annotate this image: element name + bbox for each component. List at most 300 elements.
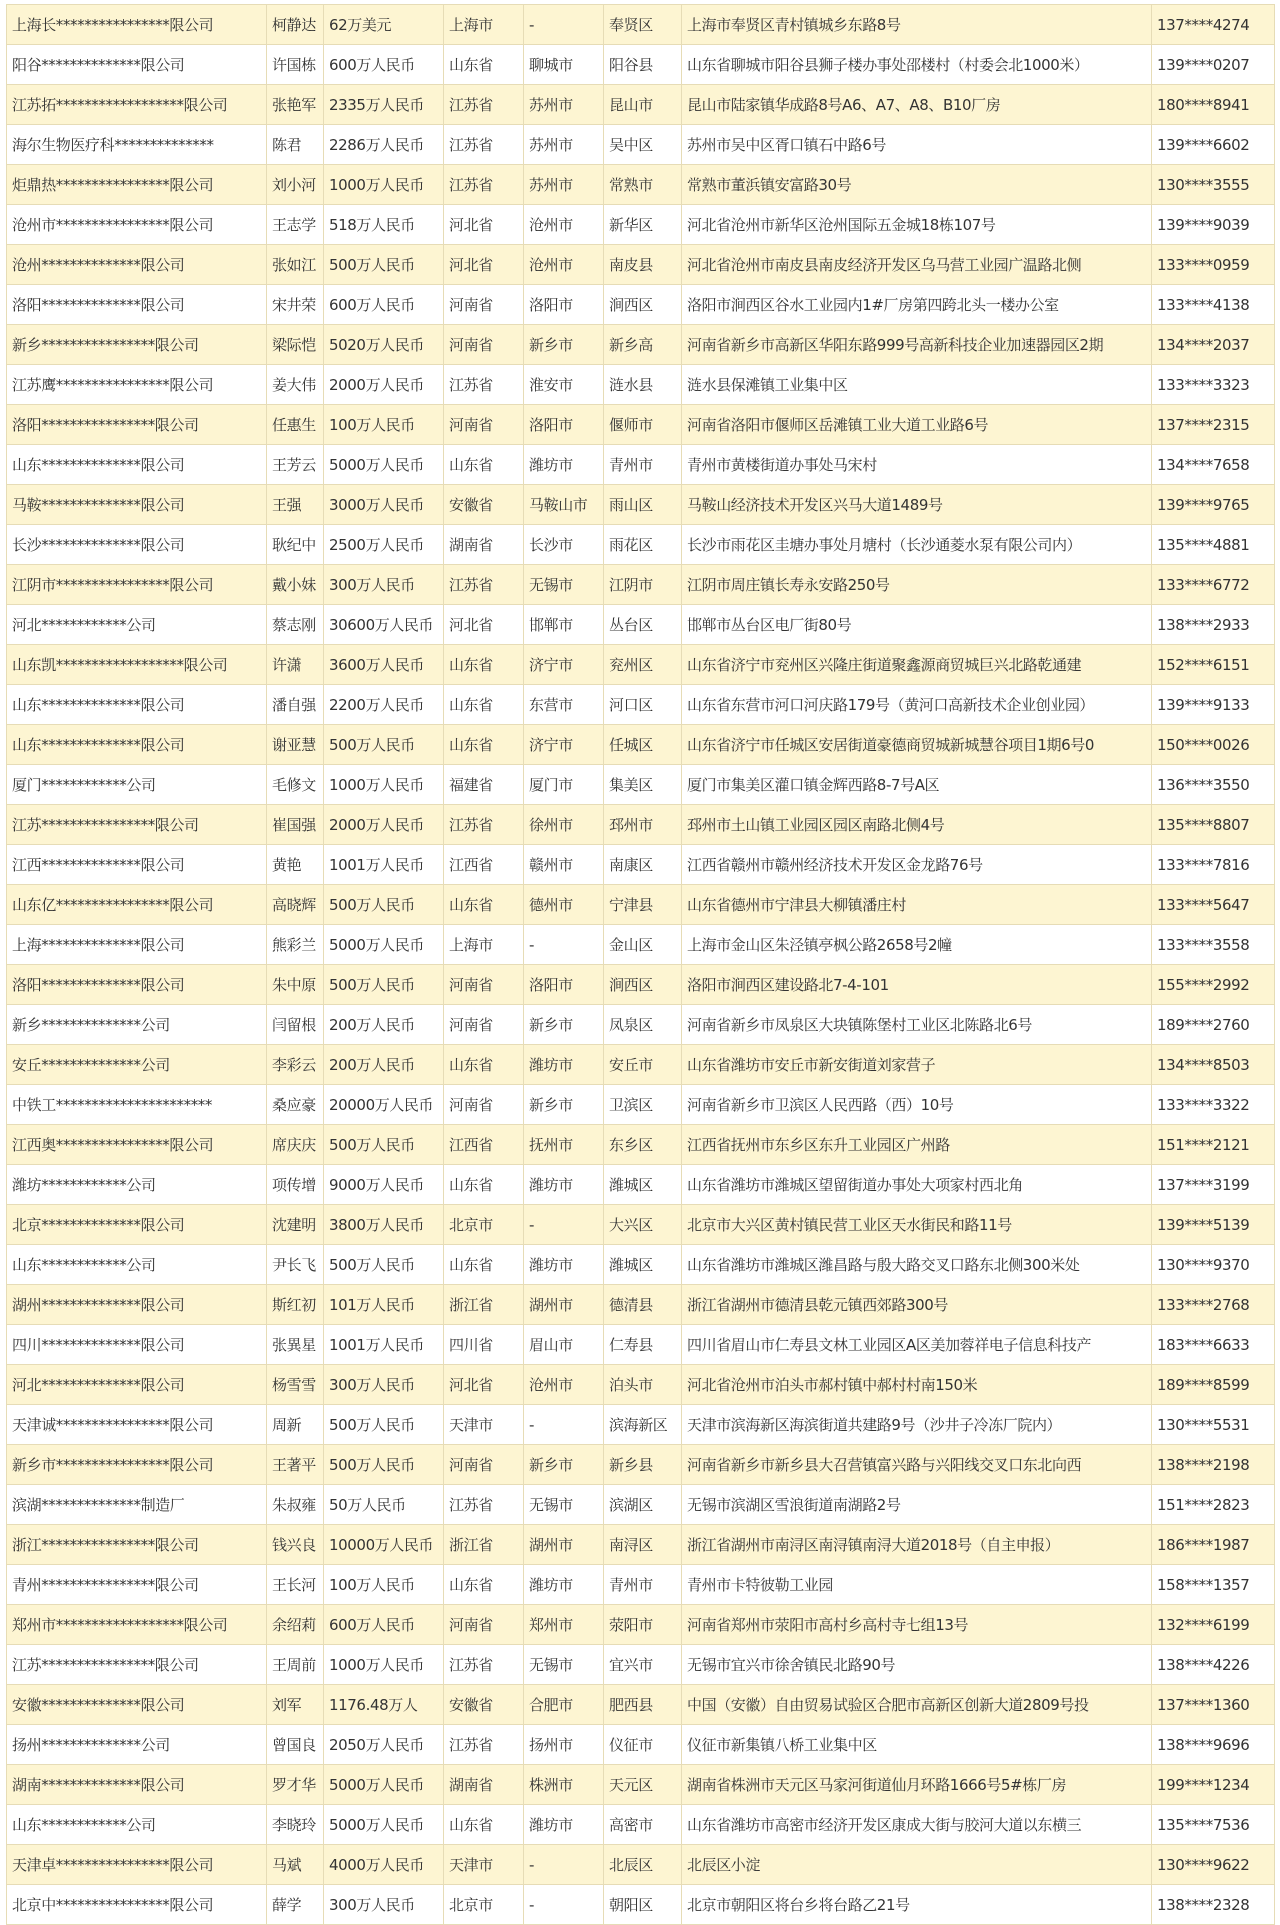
phone-cell: 134****2037	[1152, 325, 1275, 365]
legal-person-cell: 沈建明	[267, 1205, 324, 1245]
district-cell: 南康区	[604, 845, 682, 885]
city-cell: 湖州市	[524, 1525, 604, 1565]
city-cell: 邯郸市	[524, 605, 604, 645]
registered-capital-cell: 1001万人民币	[324, 845, 444, 885]
province-cell: 河北省	[444, 1365, 524, 1405]
district-cell: 青州市	[604, 1565, 682, 1605]
province-cell: 山东省	[444, 685, 524, 725]
address-cell: 上海市奉贤区青村镇城乡东路8号	[682, 5, 1152, 45]
registered-capital-cell: 600万人民币	[324, 1605, 444, 1645]
address-cell: 江西省赣州市赣州经济技术开发区金龙路76号	[682, 845, 1152, 885]
city-cell: 淮安市	[524, 365, 604, 405]
city-cell: 新乡市	[524, 325, 604, 365]
table-body	[7, 5, 1275, 1925]
district-cell: 仪征市	[604, 1725, 682, 1765]
registered-capital-cell: 5020万人民币	[324, 325, 444, 365]
phone-cell: 135****8807	[1152, 805, 1275, 845]
phone-cell: 189****2760	[1152, 1005, 1275, 1045]
table-row	[7, 845, 1275, 885]
phone-cell: 199****1234	[1152, 1765, 1275, 1805]
legal-person-cell: 王芳云	[267, 445, 324, 485]
company-name-cell: 炬鼎热****************限公司	[7, 165, 267, 205]
city-cell: 眉山市	[524, 1325, 604, 1365]
registered-capital-cell: 4000万人民币	[324, 1845, 444, 1885]
district-cell: 任城区	[604, 725, 682, 765]
province-cell: 江苏省	[444, 365, 524, 405]
address-cell: 仪征市新集镇八桥工业集中区	[682, 1725, 1152, 1765]
phone-cell: 138****9696	[1152, 1725, 1275, 1765]
province-cell: 北京市	[444, 1205, 524, 1245]
province-cell: 山东省	[444, 1165, 524, 1205]
legal-person-cell: 宋井荣	[267, 285, 324, 325]
legal-person-cell: 戴小妹	[267, 565, 324, 605]
table-row	[7, 1045, 1275, 1085]
district-cell: 滨海新区	[604, 1405, 682, 1445]
city-cell: 沧州市	[524, 1365, 604, 1405]
province-cell: 上海市	[444, 925, 524, 965]
registered-capital-cell: 1000万人民币	[324, 765, 444, 805]
phone-cell: 133****6772	[1152, 565, 1275, 605]
province-cell: 山东省	[444, 45, 524, 85]
city-cell: 无锡市	[524, 1645, 604, 1685]
city-cell: 潍坊市	[524, 1245, 604, 1285]
address-cell: 常熟市董浜镇安富路30号	[682, 165, 1152, 205]
legal-person-cell: 席庆庆	[267, 1125, 324, 1165]
table-row	[7, 1405, 1275, 1445]
phone-cell: 150****0026	[1152, 725, 1275, 765]
company-name-cell: 安徽**************限公司	[7, 1685, 267, 1725]
table-row	[7, 205, 1275, 245]
table-row	[7, 1325, 1275, 1365]
province-cell: 河南省	[444, 1605, 524, 1645]
city-cell: -	[524, 1885, 604, 1925]
table-row	[7, 1485, 1275, 1525]
table-row	[7, 1605, 1275, 1645]
province-cell: 山东省	[444, 1245, 524, 1285]
district-cell: 偃师市	[604, 405, 682, 445]
registered-capital-cell: 500万人民币	[324, 1125, 444, 1165]
address-cell: 厦门市集美区灌口镇金辉西路8-7号A区	[682, 765, 1152, 805]
table-row	[7, 1845, 1275, 1885]
district-cell: 新乡县	[604, 1445, 682, 1485]
company-name-cell: 江苏****************限公司	[7, 1645, 267, 1685]
city-cell: 新乡市	[524, 1445, 604, 1485]
phone-cell: 134****8503	[1152, 1045, 1275, 1085]
district-cell: 安丘市	[604, 1045, 682, 1085]
district-cell: 潍城区	[604, 1165, 682, 1205]
province-cell: 山东省	[444, 1565, 524, 1605]
district-cell: 潍城区	[604, 1245, 682, 1285]
company-name-cell: 潍坊************公司	[7, 1165, 267, 1205]
company-name-cell: 湖州**************限公司	[7, 1285, 267, 1325]
province-cell: 江苏省	[444, 125, 524, 165]
district-cell: 邳州市	[604, 805, 682, 845]
district-cell: 阳谷县	[604, 45, 682, 85]
district-cell: 吴中区	[604, 125, 682, 165]
company-name-cell: 山东凯******************限公司	[7, 645, 267, 685]
legal-person-cell: 桑应豪	[267, 1085, 324, 1125]
legal-person-cell: 杨雪雪	[267, 1365, 324, 1405]
district-cell: 南浔区	[604, 1525, 682, 1565]
legal-person-cell: 潘自强	[267, 685, 324, 725]
legal-person-cell: 王长河	[267, 1565, 324, 1605]
province-cell: 江苏省	[444, 165, 524, 205]
legal-person-cell: 马斌	[267, 1845, 324, 1885]
phone-cell: 133****3558	[1152, 925, 1275, 965]
table-row	[7, 605, 1275, 645]
city-cell: 苏州市	[524, 125, 604, 165]
legal-person-cell: 王著平	[267, 1445, 324, 1485]
registered-capital-cell: 300万人民币	[324, 1365, 444, 1405]
district-cell: 集美区	[604, 765, 682, 805]
legal-person-cell: 耿纪中	[267, 525, 324, 565]
city-cell: 聊城市	[524, 45, 604, 85]
registered-capital-cell: 101万人民币	[324, 1285, 444, 1325]
registered-capital-cell: 500万人民币	[324, 725, 444, 765]
phone-cell: 139****0207	[1152, 45, 1275, 85]
company-name-cell: 滨湖**************制造厂	[7, 1485, 267, 1525]
table-row	[7, 1445, 1275, 1485]
city-cell: 苏州市	[524, 165, 604, 205]
address-cell: 山东省济宁市兖州区兴隆庄街道聚鑫源商贸城巨兴北路乾通建	[682, 645, 1152, 685]
registered-capital-cell: 20000万人民币	[324, 1085, 444, 1125]
phone-cell: 138****4226	[1152, 1645, 1275, 1685]
district-cell: 涧西区	[604, 285, 682, 325]
registered-capital-cell: 1176.48万人	[324, 1685, 444, 1725]
address-cell: 北京市大兴区黄村镇民营工业区天水街民和路11号	[682, 1205, 1152, 1245]
table-row	[7, 125, 1275, 165]
province-cell: 河南省	[444, 285, 524, 325]
registered-capital-cell: 200万人民币	[324, 1005, 444, 1045]
province-cell: 天津市	[444, 1845, 524, 1885]
table-row	[7, 485, 1275, 525]
address-cell: 河北省沧州市泊头市郝村镇中郝村村南150米	[682, 1365, 1152, 1405]
city-cell: 赣州市	[524, 845, 604, 885]
province-cell: 安徽省	[444, 1685, 524, 1725]
table-row	[7, 245, 1275, 285]
province-cell: 江苏省	[444, 85, 524, 125]
registered-capital-cell: 5000万人民币	[324, 925, 444, 965]
city-cell: 德州市	[524, 885, 604, 925]
city-cell: 潍坊市	[524, 445, 604, 485]
table-row	[7, 1525, 1275, 1565]
city-cell: 郑州市	[524, 1605, 604, 1645]
company-name-cell: 新乡**************公司	[7, 1005, 267, 1045]
city-cell: 新乡市	[524, 1085, 604, 1125]
registered-capital-cell: 5000万人民币	[324, 445, 444, 485]
address-cell: 马鞍山经济技术开发区兴马大道1489号	[682, 485, 1152, 525]
legal-person-cell: 曾国良	[267, 1725, 324, 1765]
legal-person-cell: 蔡志刚	[267, 605, 324, 645]
phone-cell: 135****4881	[1152, 525, 1275, 565]
company-name-cell: 海尔生物医疗科**************	[7, 125, 267, 165]
registered-capital-cell: 600万人民币	[324, 285, 444, 325]
city-cell: 苏州市	[524, 85, 604, 125]
company-name-cell: 江西奥****************限公司	[7, 1125, 267, 1165]
phone-cell: 135****7536	[1152, 1805, 1275, 1845]
city-cell: 无锡市	[524, 1485, 604, 1525]
province-cell: 浙江省	[444, 1525, 524, 1565]
registered-capital-cell: 2050万人民币	[324, 1725, 444, 1765]
registered-capital-cell: 1000万人民币	[324, 1645, 444, 1685]
province-cell: 山东省	[444, 1805, 524, 1845]
company-name-cell: 江苏拓******************限公司	[7, 85, 267, 125]
province-cell: 山东省	[444, 445, 524, 485]
table-row	[7, 765, 1275, 805]
company-name-cell: 新乡****************限公司	[7, 325, 267, 365]
legal-person-cell: 李彩云	[267, 1045, 324, 1085]
address-cell: 河南省新乡市卫滨区人民西路（西）10号	[682, 1085, 1152, 1125]
district-cell: 河口区	[604, 685, 682, 725]
phone-cell: 130****9622	[1152, 1845, 1275, 1885]
city-cell: 新乡市	[524, 1005, 604, 1045]
company-name-cell: 河北**************限公司	[7, 1365, 267, 1405]
phone-cell: 133****4138	[1152, 285, 1275, 325]
table-row	[7, 365, 1275, 405]
district-cell: 凤泉区	[604, 1005, 682, 1045]
table-row	[7, 85, 1275, 125]
city-cell: 合肥市	[524, 1685, 604, 1725]
phone-cell: 158****1357	[1152, 1565, 1275, 1605]
table-row	[7, 925, 1275, 965]
address-cell: 浙江省湖州市德清县乾元镇西郊路300号	[682, 1285, 1152, 1325]
legal-person-cell: 陈君	[267, 125, 324, 165]
phone-cell: 138****2328	[1152, 1885, 1275, 1925]
legal-person-cell: 斯红初	[267, 1285, 324, 1325]
district-cell: 朝阳区	[604, 1885, 682, 1925]
phone-cell: 189****8599	[1152, 1365, 1275, 1405]
phone-cell: 137****4274	[1152, 5, 1275, 45]
address-cell: 青州市卡特彼勒工业园	[682, 1565, 1152, 1605]
registered-capital-cell: 500万人民币	[324, 1405, 444, 1445]
city-cell: -	[524, 1205, 604, 1245]
city-cell: -	[524, 5, 604, 45]
table-row	[7, 285, 1275, 325]
registered-capital-cell: 518万人民币	[324, 205, 444, 245]
table-row	[7, 885, 1275, 925]
company-name-cell: 沧州**************限公司	[7, 245, 267, 285]
legal-person-cell: 周新	[267, 1405, 324, 1445]
address-cell: 长沙市雨花区圭塘办事处月塘村（长沙通菱水泵有限公司内）	[682, 525, 1152, 565]
legal-person-cell: 梁际恺	[267, 325, 324, 365]
city-cell: 马鞍山市	[524, 485, 604, 525]
city-cell: 洛阳市	[524, 285, 604, 325]
registered-capital-cell: 500万人民币	[324, 245, 444, 285]
province-cell: 江苏省	[444, 1645, 524, 1685]
phone-cell: 139****9133	[1152, 685, 1275, 725]
table-row	[7, 1565, 1275, 1605]
address-cell: 山东省聊城市阳谷县狮子楼办事处邵楼村（村委会北1000米）	[682, 45, 1152, 85]
registered-capital-cell: 300万人民币	[324, 565, 444, 605]
legal-person-cell: 黄艳	[267, 845, 324, 885]
phone-cell: 134****7658	[1152, 445, 1275, 485]
company-name-cell: 江苏****************限公司	[7, 805, 267, 845]
table-row	[7, 1085, 1275, 1125]
table-row	[7, 725, 1275, 765]
company-table	[6, 4, 1275, 1925]
company-name-cell: 湖南**************限公司	[7, 1765, 267, 1805]
city-cell: 潍坊市	[524, 1565, 604, 1605]
registered-capital-cell: 3600万人民币	[324, 645, 444, 685]
province-cell: 天津市	[444, 1405, 524, 1445]
province-cell: 河南省	[444, 405, 524, 445]
phone-cell: 130****3555	[1152, 165, 1275, 205]
legal-person-cell: 钱兴良	[267, 1525, 324, 1565]
registered-capital-cell: 30600万人民币	[324, 605, 444, 645]
district-cell: 南皮县	[604, 245, 682, 285]
district-cell: 荥阳市	[604, 1605, 682, 1645]
address-cell: 洛阳市涧西区谷水工业园内1#厂房第四跨北头一楼办公室	[682, 285, 1152, 325]
address-cell: 山东省潍坊市潍城区潍昌路与殷大路交叉口路东北侧300米处	[682, 1245, 1152, 1285]
district-cell: 宜兴市	[604, 1645, 682, 1685]
company-name-cell: 上海长****************限公司	[7, 5, 267, 45]
registered-capital-cell: 5000万人民币	[324, 1805, 444, 1845]
district-cell: 大兴区	[604, 1205, 682, 1245]
table-row	[7, 445, 1275, 485]
district-cell: 宁津县	[604, 885, 682, 925]
city-cell: 潍坊市	[524, 1045, 604, 1085]
address-cell: 山东省济宁市任城区安居街道豪德商贸城新城慧谷项目1期6号0	[682, 725, 1152, 765]
address-cell: 北辰区小淀	[682, 1845, 1152, 1885]
table-row	[7, 1765, 1275, 1805]
address-cell: 河北省沧州市南皮县南皮经济开发区乌马营工业园广温路北侧	[682, 245, 1152, 285]
legal-person-cell: 许国栋	[267, 45, 324, 85]
province-cell: 湖南省	[444, 525, 524, 565]
company-name-cell: 天津诚****************限公司	[7, 1405, 267, 1445]
table-row	[7, 1285, 1275, 1325]
city-cell: 洛阳市	[524, 965, 604, 1005]
table-row	[7, 1725, 1275, 1765]
district-cell: 东乡区	[604, 1125, 682, 1165]
address-cell: 青州市黄楼街道办事处马宋村	[682, 445, 1152, 485]
district-cell: 金山区	[604, 925, 682, 965]
table-row	[7, 1245, 1275, 1285]
company-name-cell: 安丘**************公司	[7, 1045, 267, 1085]
city-cell: 潍坊市	[524, 1165, 604, 1205]
phone-cell: 138****2933	[1152, 605, 1275, 645]
district-cell: 新华区	[604, 205, 682, 245]
company-name-cell: 江阴市****************限公司	[7, 565, 267, 605]
district-cell: 兖州区	[604, 645, 682, 685]
address-cell: 四川省眉山市仁寿县文林工业园区A区美加蓉祥电子信息科技产	[682, 1325, 1152, 1365]
legal-person-cell: 王志学	[267, 205, 324, 245]
district-cell: 奉贤区	[604, 5, 682, 45]
table-row	[7, 1885, 1275, 1925]
registered-capital-cell: 2000万人民币	[324, 365, 444, 405]
registered-capital-cell: 3000万人民币	[324, 485, 444, 525]
province-cell: 山东省	[444, 725, 524, 765]
legal-person-cell: 柯静达	[267, 5, 324, 45]
table-row	[7, 685, 1275, 725]
legal-person-cell: 崔国强	[267, 805, 324, 845]
legal-person-cell: 张如江	[267, 245, 324, 285]
province-cell: 安徽省	[444, 485, 524, 525]
company-name-cell: 北京中****************限公司	[7, 1885, 267, 1925]
company-name-cell: 洛阳****************限公司	[7, 405, 267, 445]
province-cell: 江苏省	[444, 565, 524, 605]
company-name-cell: 新乡市****************限公司	[7, 1445, 267, 1485]
company-name-cell: 郑州市******************限公司	[7, 1605, 267, 1645]
legal-person-cell: 张異星	[267, 1325, 324, 1365]
registered-capital-cell: 100万人民币	[324, 1565, 444, 1605]
address-cell: 江阴市周庄镇长寿永安路250号	[682, 565, 1152, 605]
legal-person-cell: 许潇	[267, 645, 324, 685]
address-cell: 无锡市滨湖区雪浪街道南湖路2号	[682, 1485, 1152, 1525]
phone-cell: 132****6199	[1152, 1605, 1275, 1645]
district-cell: 雨山区	[604, 485, 682, 525]
registered-capital-cell: 500万人民币	[324, 1445, 444, 1485]
legal-person-cell: 任惠生	[267, 405, 324, 445]
district-cell: 德清县	[604, 1285, 682, 1325]
registered-capital-cell: 62万美元	[324, 5, 444, 45]
table-row	[7, 1365, 1275, 1405]
city-cell: -	[524, 925, 604, 965]
registered-capital-cell: 10000万人民币	[324, 1525, 444, 1565]
company-name-cell: 江苏鹰****************限公司	[7, 365, 267, 405]
city-cell: -	[524, 1405, 604, 1445]
table-row	[7, 1645, 1275, 1685]
phone-cell: 139****5139	[1152, 1205, 1275, 1245]
province-cell: 四川省	[444, 1325, 524, 1365]
table-row	[7, 525, 1275, 565]
table-row	[7, 1125, 1275, 1165]
registered-capital-cell: 2500万人民币	[324, 525, 444, 565]
legal-person-cell: 熊彩兰	[267, 925, 324, 965]
table-row	[7, 165, 1275, 205]
address-cell: 邯郸市丛台区电厂街80号	[682, 605, 1152, 645]
address-cell: 邳州市土山镇工业园区园区南路北侧4号	[682, 805, 1152, 845]
address-cell: 河南省郑州市荥阳市高村乡高村寺七组13号	[682, 1605, 1152, 1645]
registered-capital-cell: 2335万人民币	[324, 85, 444, 125]
company-name-cell: 山东**************限公司	[7, 725, 267, 765]
legal-person-cell: 张艳军	[267, 85, 324, 125]
city-cell: 潍坊市	[524, 1805, 604, 1845]
district-cell: 高密市	[604, 1805, 682, 1845]
province-cell: 浙江省	[444, 1285, 524, 1325]
registered-capital-cell: 300万人民币	[324, 1885, 444, 1925]
company-name-cell: 青州****************限公司	[7, 1565, 267, 1605]
address-cell: 浙江省湖州市南浔区南浔镇南浔大道2018号（自主申报）	[682, 1525, 1152, 1565]
company-name-cell: 河北************公司	[7, 605, 267, 645]
phone-cell: 137****1360	[1152, 1685, 1275, 1725]
district-cell: 涧西区	[604, 965, 682, 1005]
phone-cell: 133****3322	[1152, 1085, 1275, 1125]
table-row	[7, 1205, 1275, 1245]
province-cell: 江西省	[444, 845, 524, 885]
legal-person-cell: 王周前	[267, 1645, 324, 1685]
province-cell: 河南省	[444, 1445, 524, 1485]
address-cell: 山东省德州市宁津县大柳镇潘庄村	[682, 885, 1152, 925]
legal-person-cell: 闫留根	[267, 1005, 324, 1045]
district-cell: 北辰区	[604, 1845, 682, 1885]
registered-capital-cell: 2000万人民币	[324, 805, 444, 845]
phone-cell: 186****1987	[1152, 1525, 1275, 1565]
district-cell: 泊头市	[604, 1365, 682, 1405]
province-cell: 河南省	[444, 965, 524, 1005]
table-row	[7, 1165, 1275, 1205]
city-cell: 无锡市	[524, 565, 604, 605]
address-cell: 苏州市吴中区胥口镇石中路6号	[682, 125, 1152, 165]
company-name-cell: 马鞍**************限公司	[7, 485, 267, 525]
province-cell: 河北省	[444, 605, 524, 645]
registered-capital-cell: 500万人民币	[324, 1245, 444, 1285]
province-cell: 河北省	[444, 205, 524, 245]
province-cell: 山东省	[444, 1045, 524, 1085]
district-cell: 卫滨区	[604, 1085, 682, 1125]
legal-person-cell: 王强	[267, 485, 324, 525]
address-cell: 中国（安徽）自由贸易试验区合肥市高新区创新大道2809号投	[682, 1685, 1152, 1725]
district-cell: 丛台区	[604, 605, 682, 645]
